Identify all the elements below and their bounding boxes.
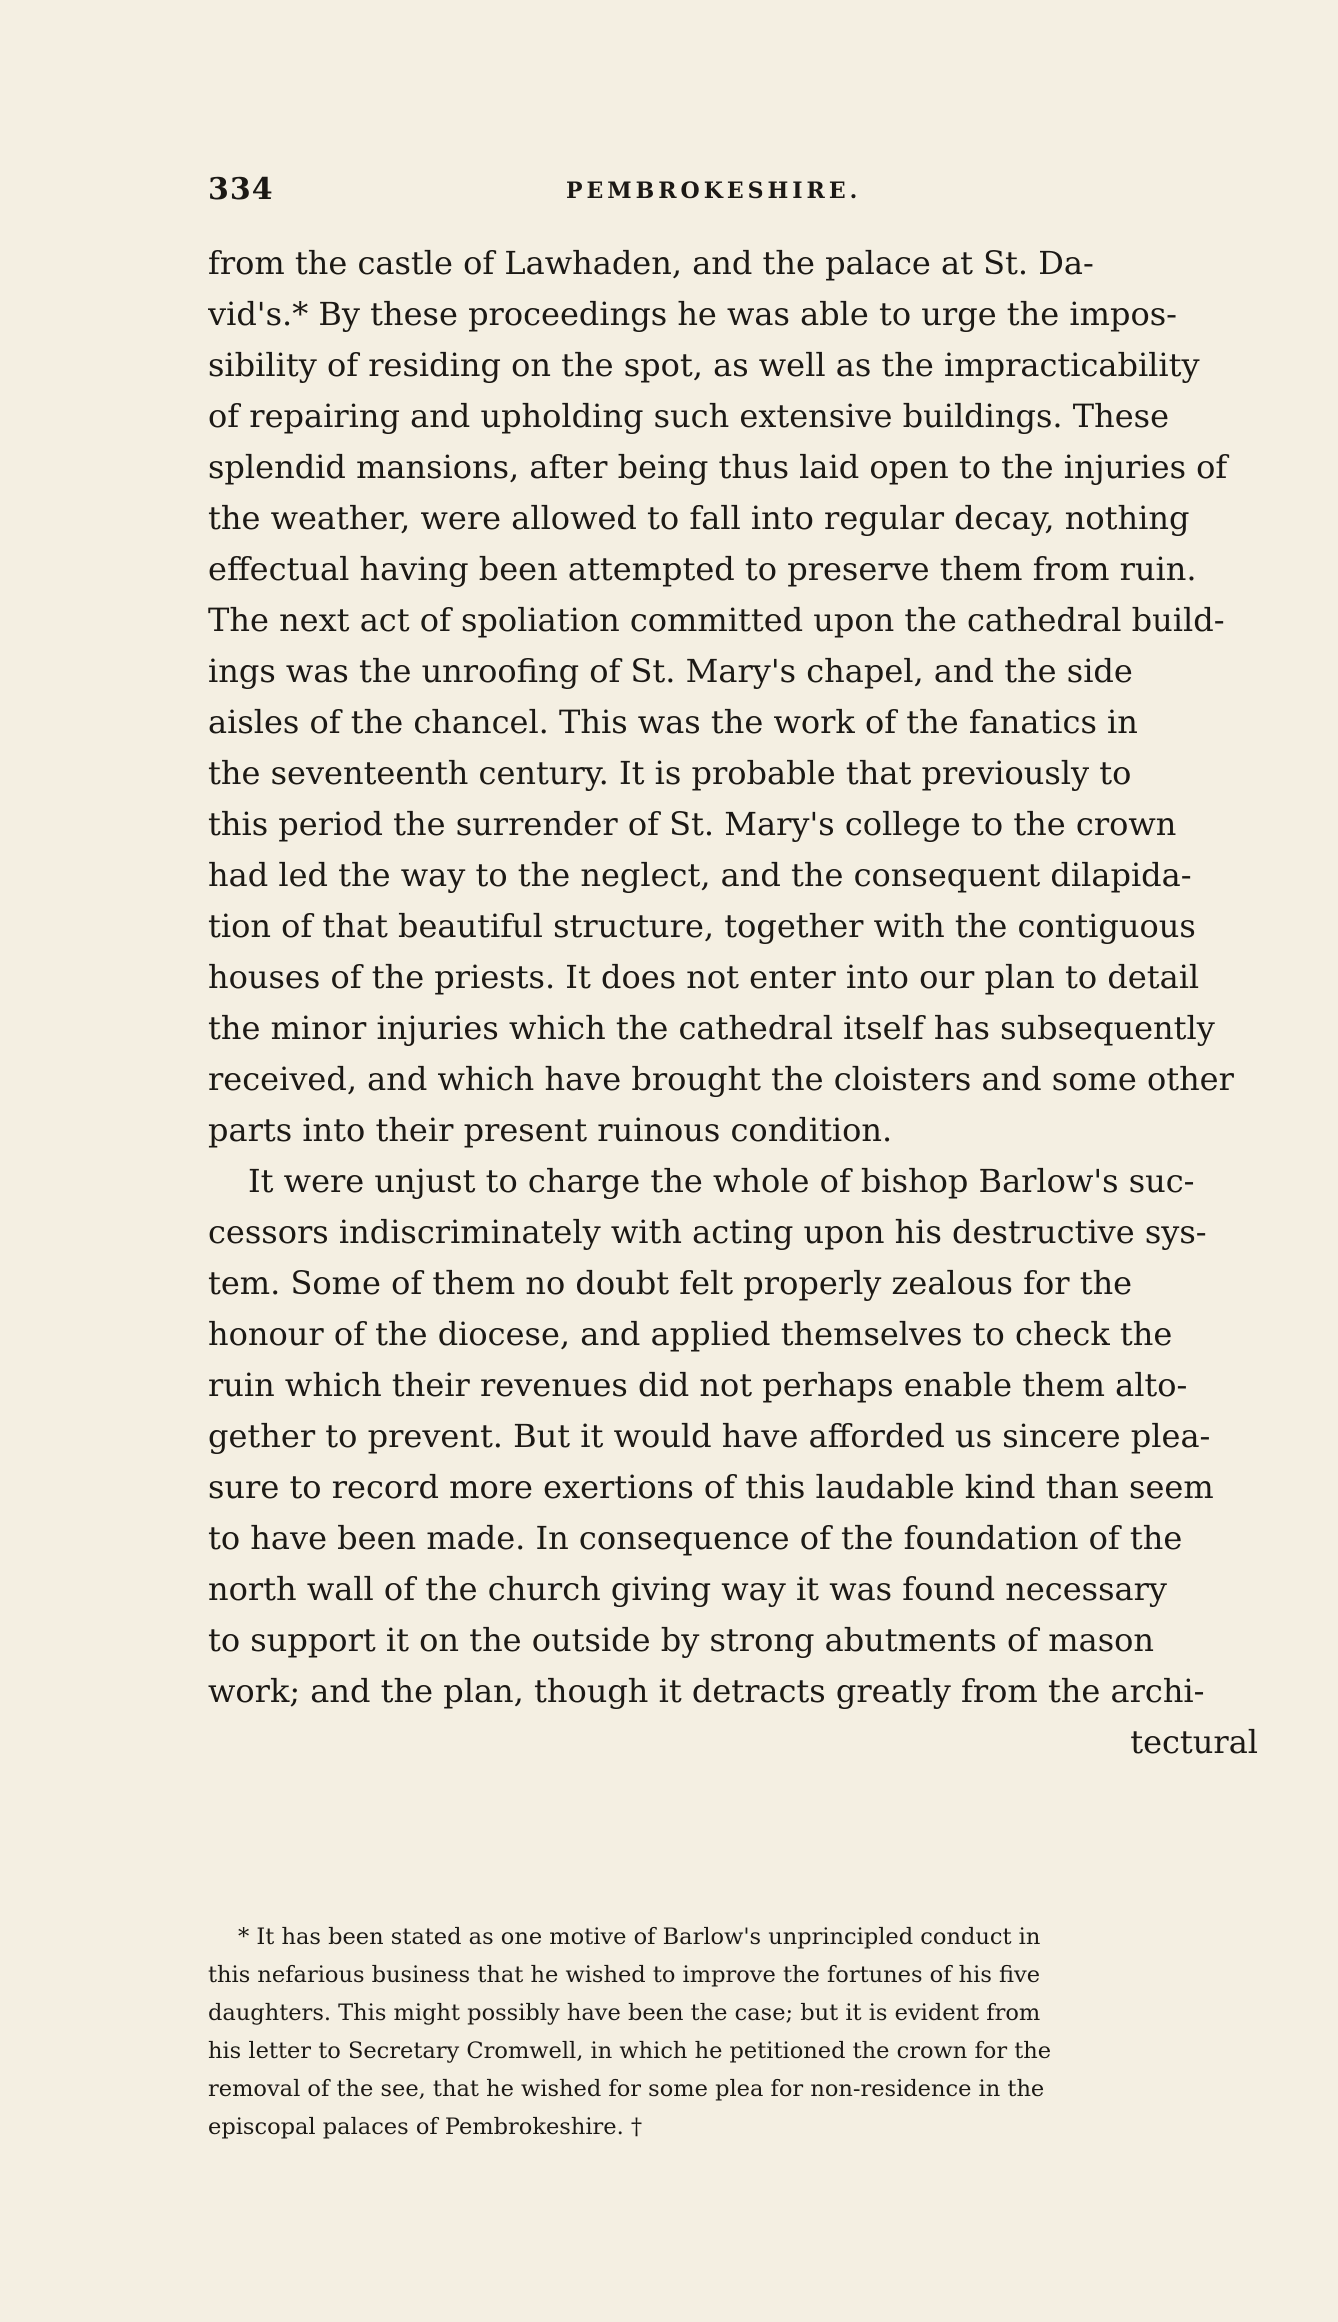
text-line: houses of the priests. It does not enter into our plan to detail [208, 958, 1200, 996]
paragraph-start-line: It were unjust to charge the whole of bishop Barlow's suc- [248, 1162, 1195, 1200]
body-text [208, 238, 1268, 1768]
footnote-line: episcopal palaces of Pembrokeshire. † [208, 2114, 643, 2140]
footnote-line: his letter to Secretary Cromwell, in which he petitioned the crown for the [208, 2038, 1052, 2064]
text-line: ings was the unroofing of St. Mary's chapel, and the side [208, 652, 1133, 690]
text-line: work; and the plan, though it detracts greatly from the archi- [208, 1672, 1205, 1710]
text-line: the seventeenth century. It is probable that previously to [208, 754, 1132, 792]
footnote-line: removal of the see, that he wished for some plea for non-residence in the [208, 2076, 1045, 2102]
text-line: had led the way to the neglect, and the consequent dilapida- [208, 856, 1192, 894]
catchword: tectural [1130, 1723, 1258, 1761]
text-line: to support it on the outside by strong abutments of mason [208, 1621, 1154, 1659]
text-line: received, and which have brought the cloisters and some other [208, 1060, 1234, 1098]
text-line: to have been made. In consequence of the foundation of the [208, 1519, 1183, 1557]
text-line: north wall of the church giving way it was found necessary [208, 1570, 1167, 1608]
running-title: PEMBROKESHIRE. [566, 178, 862, 204]
text-line: aisles of the chancel. This was the work of the fanatics in [208, 703, 1138, 741]
text-line: of repairing and upholding such extensive buildings. These [208, 397, 1169, 435]
text-line: vid's.* By these proceedings he was able to urge the impos- [208, 295, 1177, 333]
text-line: sibility of residing on the spot, as well as the impracticability [208, 346, 1200, 384]
text-line: tem. Some of them no doubt felt properly zealous for the [208, 1264, 1133, 1302]
text-line: splendid mansions, after being thus laid open to the injuries of [208, 448, 1228, 486]
text-line: sure to record more exertions of this laudable kind than seem [208, 1468, 1214, 1506]
footnote-line: * It has been stated as one motive of Barlow's unprincipled conduct in [238, 1924, 1041, 1950]
footnote-line: daughters. This might possibly have been the case; but it is evident from [208, 2000, 1041, 2026]
text-line: ruin which their revenues did not perhaps enable them alto- [208, 1366, 1188, 1404]
text-line: the minor injuries which the cathedral itself has subsequently [208, 1009, 1215, 1047]
text-line: tion of that beautiful structure, together with the contiguous [208, 907, 1196, 945]
text-line: parts into their present ruinous condition. [208, 1111, 893, 1149]
page-number: 334 [208, 172, 274, 207]
text-line: effectual having been attempted to preserve them from ruin. [208, 550, 1197, 588]
running-head [208, 172, 1268, 212]
text-line: the weather, were allowed to fall into regular decay, nothing [208, 499, 1190, 537]
text-line: The next act of spoliation committed upon the cathedral build- [208, 601, 1225, 639]
text-line: this period the surrender of St. Mary's college to the crown [208, 805, 1177, 843]
text-line: honour of the diocese, and applied themselves to check the [208, 1315, 1173, 1353]
footnote-line: this nefarious business that he wished to improve the fortunes of his five [208, 1962, 1041, 1988]
text-line: cessors indiscriminately with acting upon his destructive sys- [208, 1213, 1207, 1251]
text-line: from the castle of Lawhaden, and the palace at St. Da- [208, 244, 1094, 282]
text-line: gether to prevent. But it would have afforded us sincere plea- [208, 1417, 1211, 1455]
footnote [208, 1918, 1268, 2146]
